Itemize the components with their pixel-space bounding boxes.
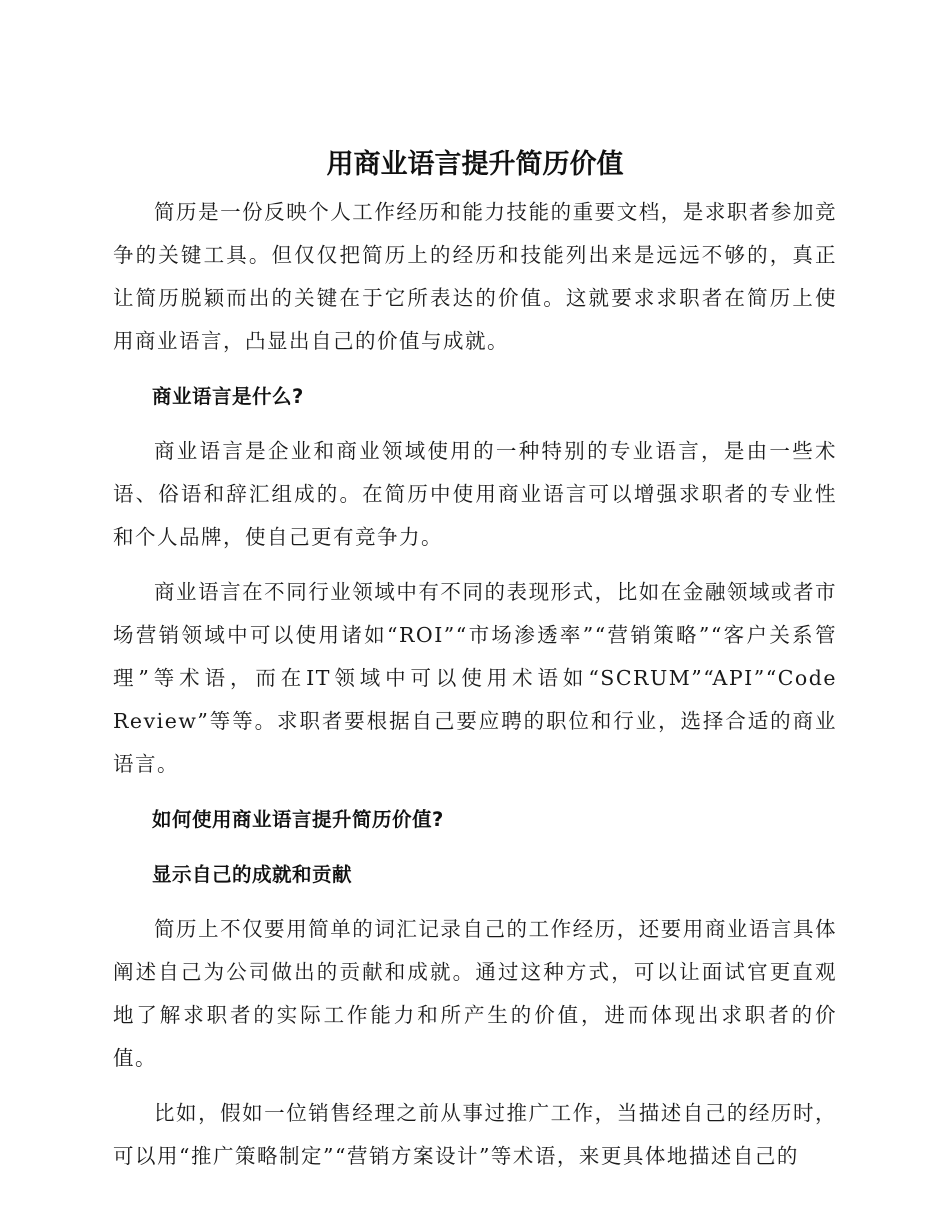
document-title: 用商业语言提升简历价值	[326, 149, 624, 180]
section-heading-what-is-business-language: 商业语言是什么?	[152, 385, 304, 408]
subsection-heading-achievements: 显示自己的成就和贡献	[152, 863, 353, 886]
section-heading-how-to-use: 如何使用商业语言提升简历价值?	[152, 808, 444, 831]
document-body	[113, 145, 837, 1190]
paragraph-industry-examples: 商业语言在不同行业领域中有不同的表现形式，比如在金融领域或者市场营销领域中可以使用诸如“ROI”“市场渗透率”“营销策略”“客户关系管理”等术语，而在IT领域中可以使用术语如“SCRUM”“API”“Code Review”等等。求职者要根据自己要应聘的职位和行业，选择合适的商业语言。	[113, 580, 837, 776]
intro-paragraph: 简历是一份反映个人工作经历和能力技能的重要文档，是求职者参加竞争的关键工具。但仅仅把简历上的经历和技能列出来是远远不够的，真正让简历脱颖而出的关键在于它所表达的价值。这就要求求职者在简历上使用商业语言，凸显出自己的价值与成就。	[113, 200, 837, 353]
paragraph-definition: 商业语言是企业和商业领域使用的一种特别的专业语言，是由一些术语、俗语和辞汇组成的。在简历中使用商业语言可以增强求职者的专业性和个人品牌，使自己更有竞争力。	[113, 439, 837, 549]
paragraph-sales-example: 比如，假如一位销售经理之前从事过推广工作，当描述自己的经历时，可以用“推广策略制定”“营销方案设计”等术语，来更具体地描述自己的	[113, 1101, 837, 1168]
paragraph-achievements: 简历上不仅要用简单的词汇记录自己的工作经历，还要用商业语言具体阐述自己为公司做出的贡献和成就。通过这种方式，可以让面试官更直观地了解求职者的实际工作能力和所产生的价值，进而体现出求职者的价值。	[113, 917, 837, 1070]
